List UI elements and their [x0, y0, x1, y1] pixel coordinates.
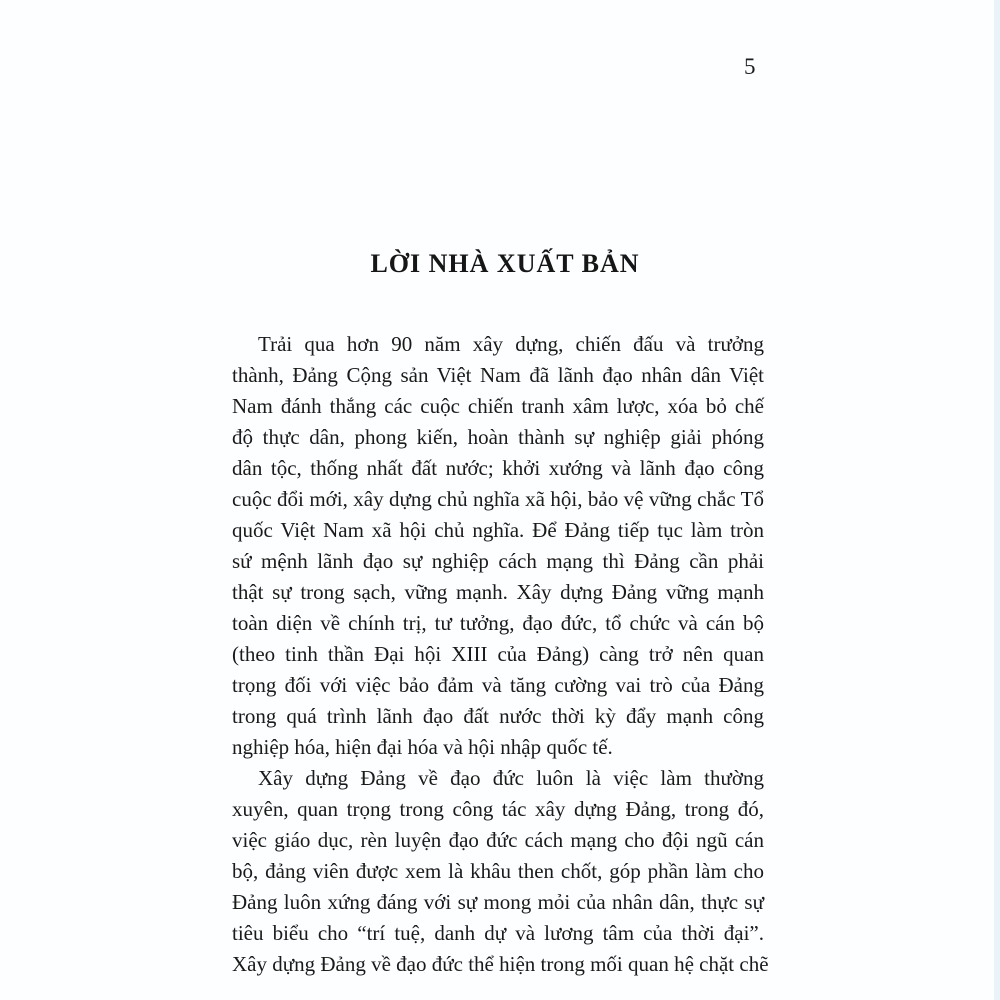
text-line: cuộc đổi mới, xây dựng chủ nghĩa xã hội, bảo vệ vững chắc Tổ [232, 487, 764, 511]
body-text [232, 329, 769, 980]
text-line: thành, Đảng Cộng sản Việt Nam đã lãnh đạo nhân dân Việt [232, 363, 764, 387]
text-line: thật sự trong sạch, vững mạnh. Xây dựng Đảng vững mạnh [232, 580, 764, 604]
text-line: Xây dựng Đảng về đạo đức luôn là việc làm thường [258, 766, 764, 790]
text-line: Nam đánh thắng các cuộc chiến tranh xâm lược, xóa bỏ chế [232, 394, 764, 418]
text-line: trong quá trình lãnh đạo đất nước thời kỳ đẩy mạnh công [232, 704, 764, 728]
text-line: Xây dựng Đảng về đạo đức thể hiện trong mối quan hệ chặt chẽ [232, 952, 769, 976]
text-line: quốc Việt Nam xã hội chủ nghĩa. Để Đảng tiếp tục làm tròn [232, 518, 764, 542]
chapter-title: LỜI NHÀ XUẤT BẢN [370, 249, 640, 278]
text-line: trọng đối với việc bảo đảm và tăng cường vai trò của Đảng [232, 673, 764, 697]
text-line: bộ, đảng viên được xem là khâu then chốt, góp phần làm cho [232, 859, 764, 883]
text-line: Đảng luôn xứng đáng với sự mong mỏi của nhân dân, thực sự [232, 890, 764, 914]
text-line: toàn diện về chính trị, tư tưởng, đạo đức, tổ chức và cán bộ [232, 611, 764, 635]
text-line: dân tộc, thống nhất đất nước; khởi xướng và lãnh đạo công [232, 456, 764, 480]
text-line: nghiệp hóa, hiện đại hóa và hội nhập quốc tế. [232, 735, 613, 759]
text-line: việc giáo dục, rèn luyện đạo đức cách mạng cho đội ngũ cán [232, 828, 764, 852]
text-line: sứ mệnh lãnh đạo sự nghiệp cách mạng thì Đảng cần phải [232, 549, 764, 573]
text-line: Trải qua hơn 90 năm xây dựng, chiến đấu và trưởng [258, 332, 764, 356]
text-line: tiêu biểu cho “trí tuệ, danh dự và lương tâm của thời đại”. [232, 921, 764, 945]
text-line: độ thực dân, phong kiến, hoàn thành sự nghiệp giải phóng [232, 425, 764, 449]
text-line: (theo tinh thần Đại hội XIII của Đảng) càng trở nên quan [232, 642, 764, 666]
text-line: xuyên, quan trọng trong công tác xây dựng Đảng, trong đó, [232, 797, 764, 821]
page-number: 5 [744, 54, 756, 79]
